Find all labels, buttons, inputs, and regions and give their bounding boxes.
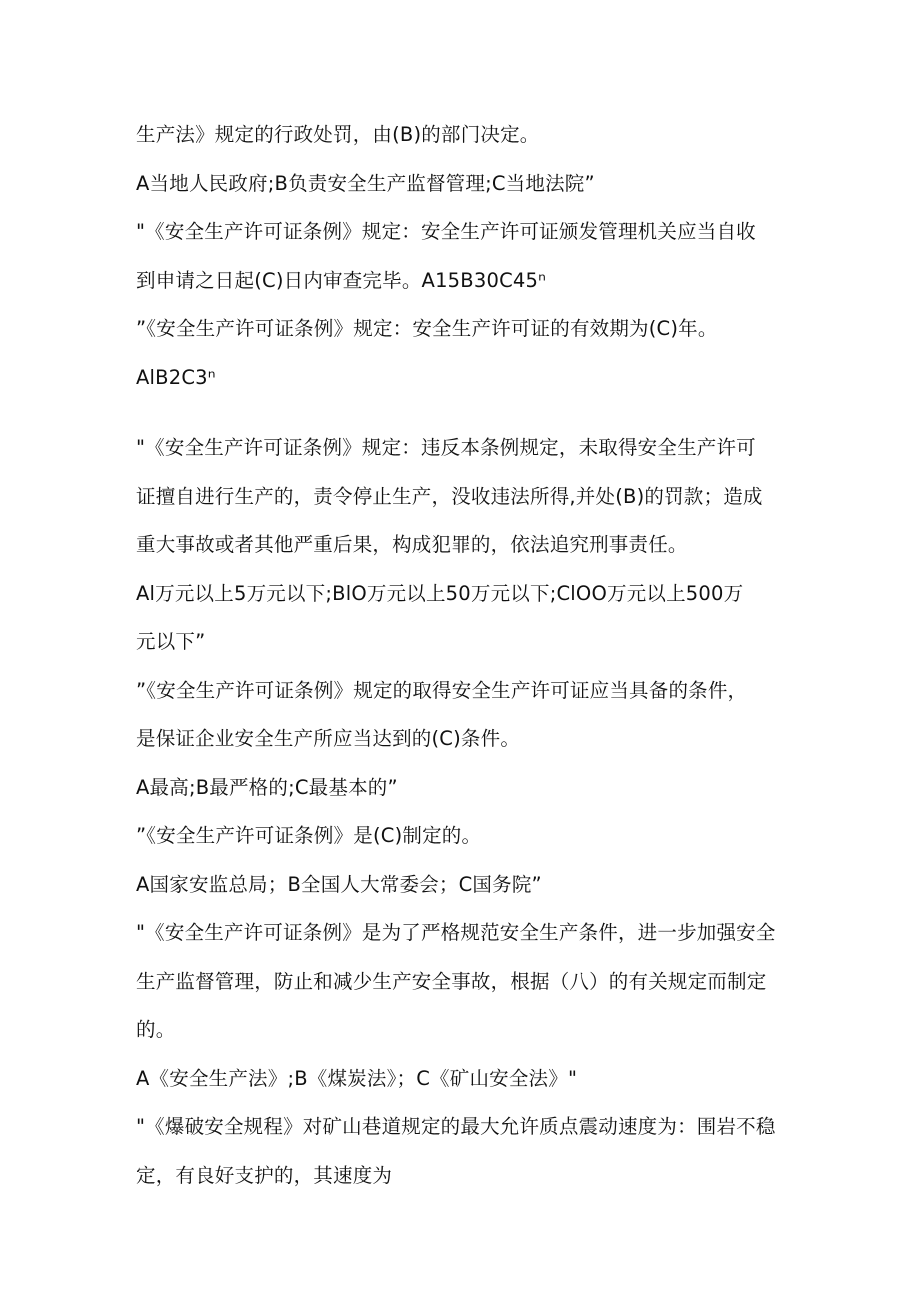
paragraph-gap bbox=[136, 402, 836, 424]
text-line: "《安全生产许可证条例》规定：违反本条例规定，未取得安全生产许可 bbox=[136, 436, 756, 459]
text-line: ”《安全生产许可证条例》规定的取得安全生产许可证应当具备的条件， bbox=[136, 678, 748, 702]
text-line: 生产法》规定的行政处罚，由(B)的部门决定。 bbox=[136, 123, 540, 146]
text-line: A最高;B最严格的;C最基本的” bbox=[136, 775, 398, 799]
text-line: 定，有良好支护的，其速度为 bbox=[136, 1163, 393, 1187]
text-line: 证擅自进行生产的，责令停止生产，没收违法所得,并处(B)的罚款；造成 bbox=[136, 484, 763, 508]
text-line: 到申请之日起(C)日内审查完毕。A15B30C45ⁿ bbox=[136, 268, 547, 292]
text-line: A当地人民政府;B负责安全生产监督管理;C当地法院” bbox=[136, 171, 595, 195]
text-line: "《安全生产许可证条例》规定：安全生产许可证颁发管理机关应当自收 bbox=[136, 220, 756, 243]
text-line: 是保证企业安全生产所应当达到的(C)条件。 bbox=[136, 727, 521, 750]
text-line: A《安全生产法》;B《煤炭法》；C《矿山安全法》" bbox=[136, 1066, 578, 1090]
text-line: 生产监督管理，防止和减少生产安全事故，根据（八）的有关规定而制定 bbox=[136, 969, 767, 993]
text-line: AlB2C3ⁿ bbox=[136, 365, 216, 389]
text-line: ”《安全生产许可证条例》是(C)制定的。 bbox=[136, 824, 482, 847]
document-body bbox=[136, 111, 836, 1200]
text-line: ”《安全生产许可证条例》规定：安全生产许可证的有效期为(C)年。 bbox=[136, 317, 718, 340]
text-line: A国家安监总局；B全国人大常委会；C国务院” bbox=[136, 872, 542, 896]
text-line: 元以下” bbox=[136, 630, 206, 653]
text-line: 重大事故或者其他严重后果，构成犯罪的，依法追究刑事责任。 bbox=[136, 533, 688, 556]
text-line: 的。 bbox=[136, 1018, 176, 1041]
text-line: "《爆破安全规程》对矿山巷道规定的最大允许质点震动速度为：围岩不稳 bbox=[136, 1115, 776, 1138]
text-line: "《安全生产许可证条例》是为了严格规范安全生产条件，进一步加强安全 bbox=[136, 921, 776, 944]
text-line: Al万元以上5万元以下;BlO万元以上50万元以下;ClOO万元以上500万 bbox=[136, 581, 744, 605]
